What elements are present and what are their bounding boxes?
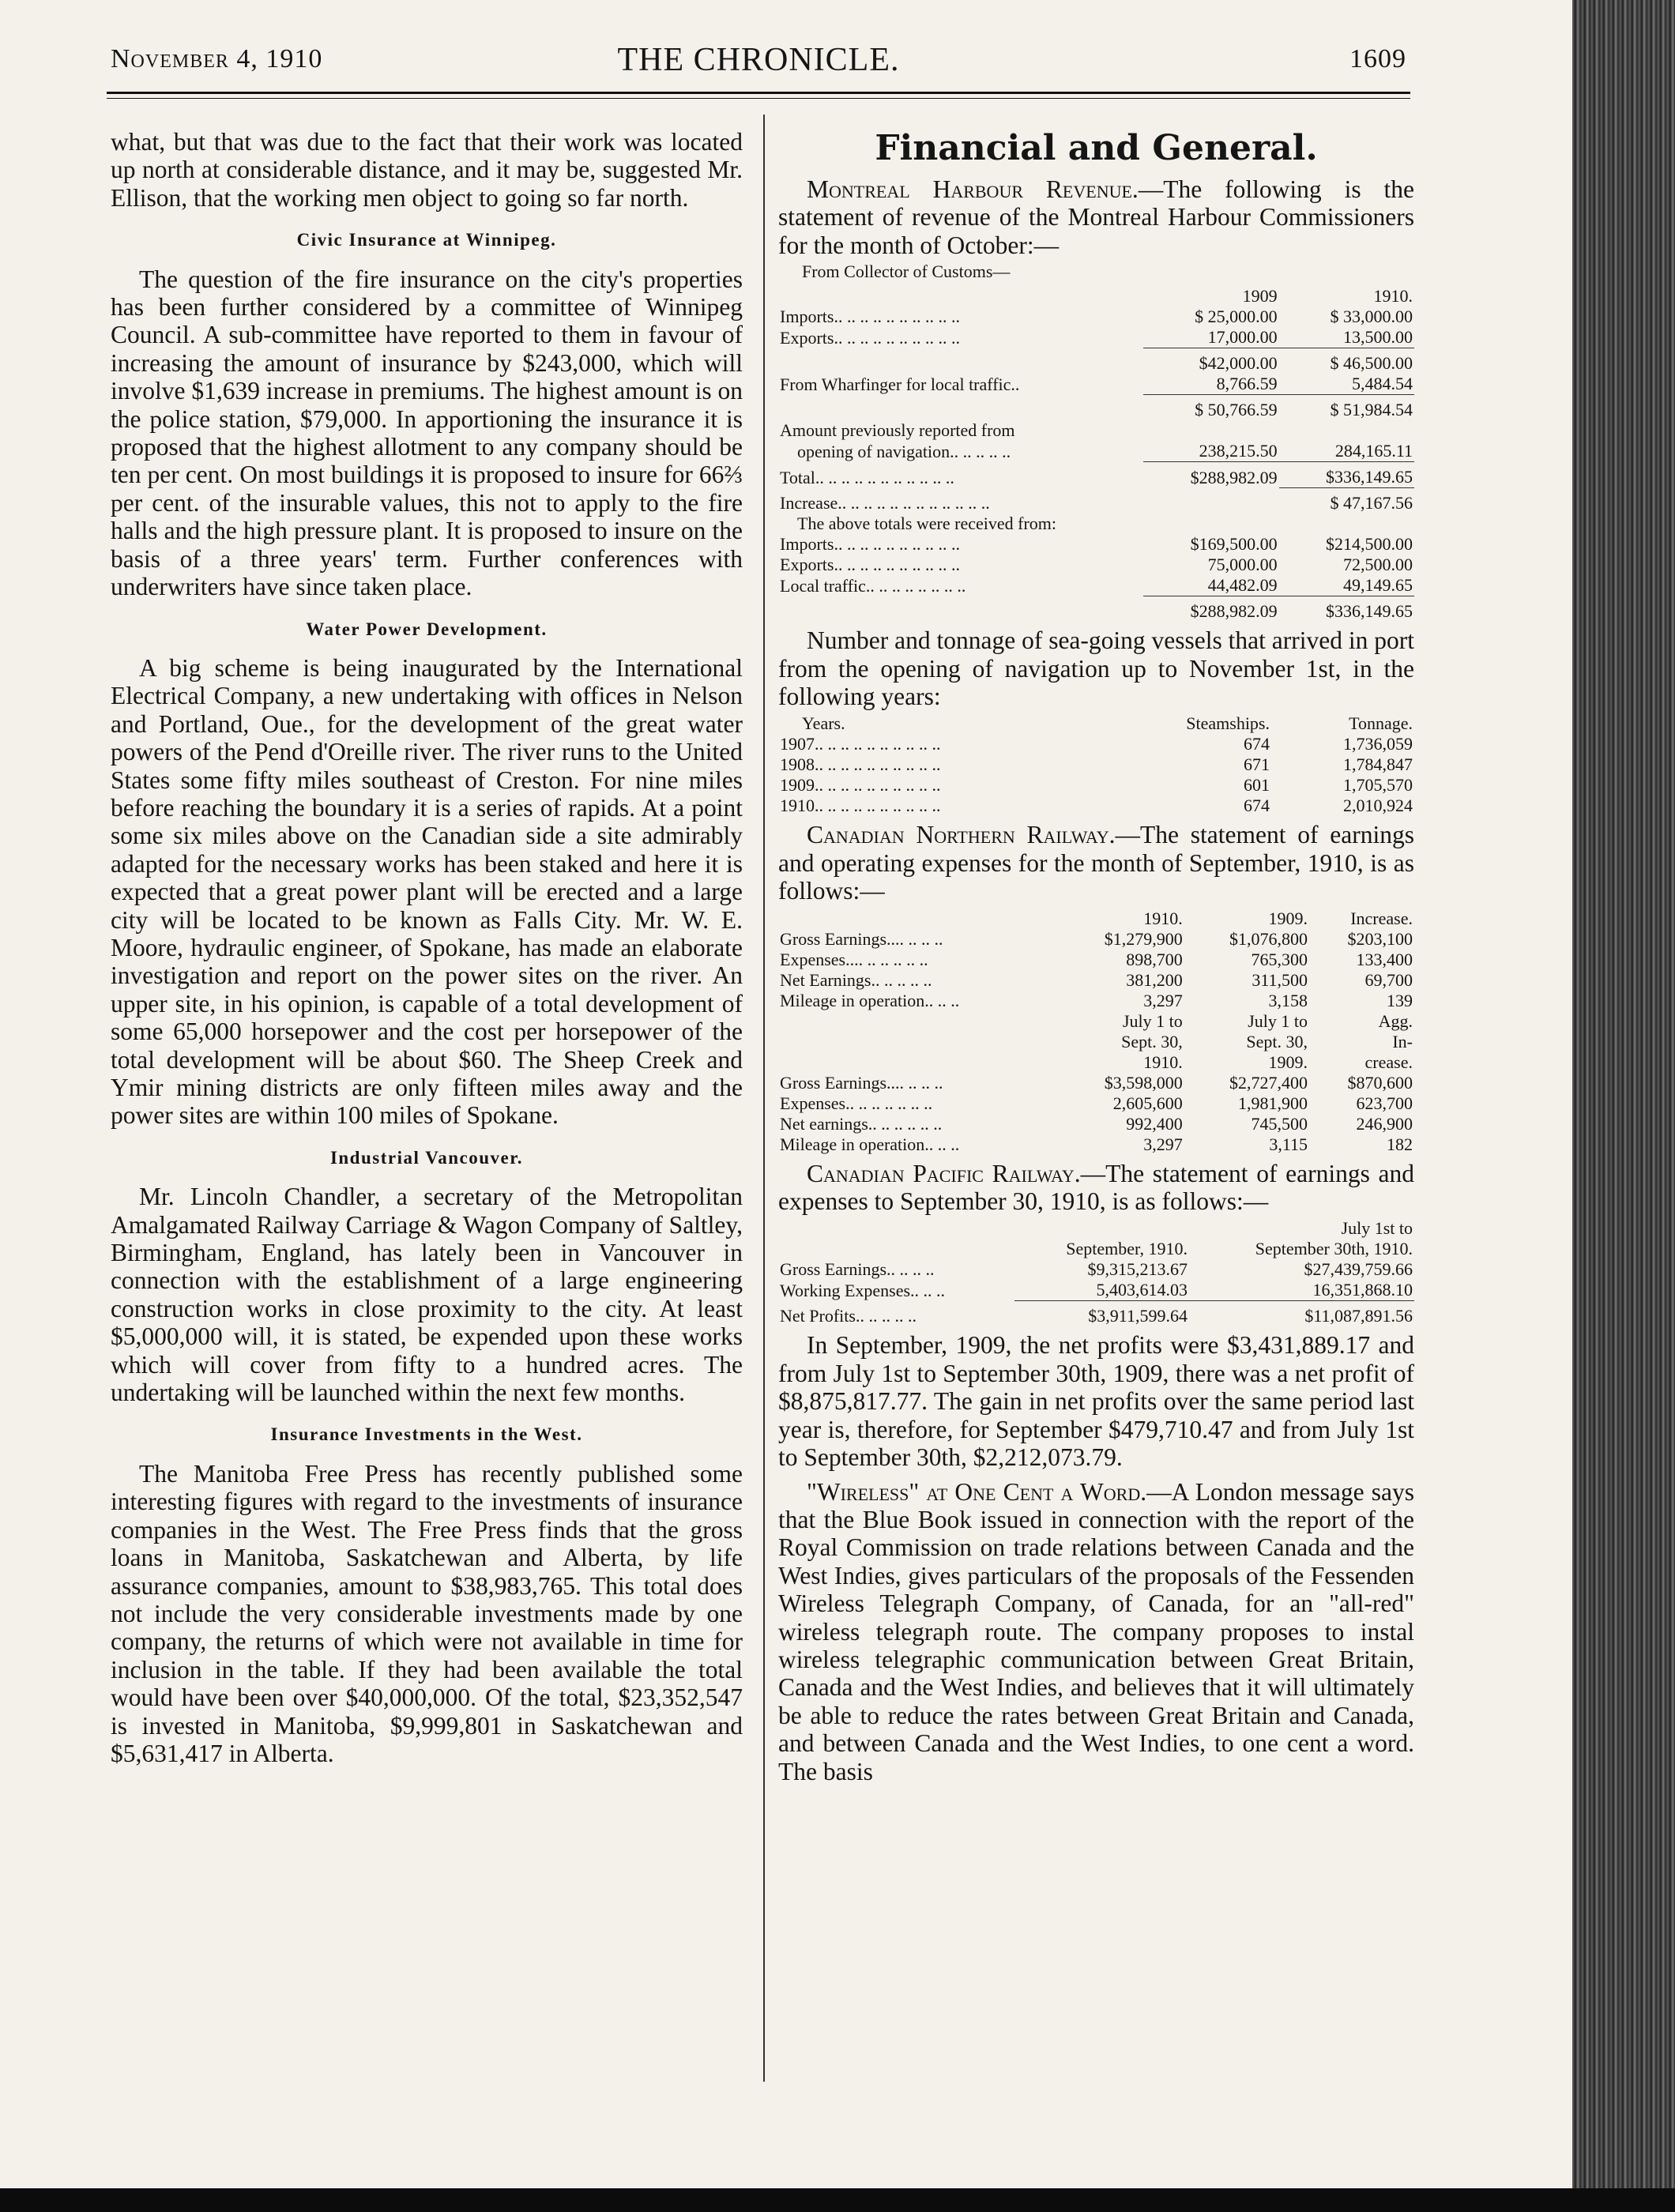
publication-title: THE CHRONICLE.	[617, 42, 900, 78]
left-column	[111, 128, 743, 1769]
cnr-title: Canadian Northern Railway.	[807, 821, 1116, 849]
table-row: $42,000.00 $ 46,500.00	[778, 348, 1414, 374]
scan-bottom-edge	[0, 2188, 1675, 2212]
section-heading-vancouver: Industrial Vancouver.	[329, 1147, 524, 1168]
cpr-paragraph: In September, 1909, the net profits were $3,431,889.17 and from July 1st to September 30th, 1909, there was a net profit of $8,875,817.77. The gain in net profits over the same period last year is, therefore, for September $479,710.47 and from July 1st to September 30th, $2,212,073.79.	[778, 1331, 1414, 1472]
wireless-title: "Wireless" at One Cent a Word.	[807, 1477, 1147, 1506]
page-number: 1609	[1349, 44, 1406, 73]
cnr-intro: Canadian Northern Railway.—The statement of earnings and operating expenses for the month of September, 1910, is as follows:—	[778, 821, 1414, 905]
table-row: The above totals were received from:	[797, 514, 1057, 534]
vessels-paragraph: Number and tonnage of sea-going vessels that arrived in port from the opening of navigation up to November 1st, in the following years:	[778, 626, 1414, 711]
paragraph-water: A big scheme is being inaugurated by the International Electrical Company, a new undertaking with offices in Nelson and Portland, Oue., for the development of the great water powers of the Pend d'Oreille river. The river runs to the United States some fifty miles southeast of Creston. For nine miles before reaching the boundary it is a series of rapids. At a point some six miles above on the Canadian side a site admirably adapted for the necessary works has been staked and here it is expected that a great power plant will be erected and a large city will be located to be known as Falls City. Mr. W. E. Moore, hydraulic engineer, of Spokane, has made an elaborate investigation and report on the power sites on the river. An upper site, in his opinion, is capable of a total development of some 65,000 horsepower and the cost per horsepower of the total development will be about $60. The Sheep Creek and Ymir mining districts are only fifteen miles away and the power sites are within 100 miles of Spokane.	[111, 653, 743, 1130]
table-row: 1910.. .. .. .. .. .. .. .. .. .. 674 2,010,924	[780, 796, 1413, 816]
table-row: Increase.. .. .. .. .. .. .. .. .. .. .. .. $ 47,167.56	[778, 488, 1414, 514]
table-row: Mileage in operation.. .. .. 3,297 3,158 139	[780, 990, 1413, 1010]
paragraph-west: The Manitoba Free Press has recently published some interesting figures with regard to the investments of insurance companies in the West. The Free Press finds that the gross loans in Manitoba, Saskatchewan and Alberta, by life assurance companies, amount to $38,983,765. This total does not include the very considerable investments made by one company, the returns of which were not available in time for inclusion in the table. If they had been available the total would have been over $40,000,000. Of the total, $23,352,547 is invested in Manitoba, $9,999,801 in Saskatchewan and $5,631,417 in Alberta.	[111, 1459, 743, 1767]
table-row: Working Expenses.. .. .. 5,403,614.03 16,351,868.10	[780, 1280, 1413, 1300]
table-row: 1908.. .. .. .. .. .. .. .. .. .. 671 1,784,847	[780, 754, 1413, 775]
table-row: Net earnings.. .. .. .. .. .. 992,400 745,500 246,900	[780, 1113, 1413, 1134]
harbour-from-label: From Collector of Customs—	[802, 261, 1011, 282]
section-heading-water: Water Power Development.	[306, 619, 548, 639]
table-row: Amount previously reported from	[780, 420, 1015, 441]
table-row: 1907.. .. .. .. .. .. .. .. .. .. 674 1,736,059	[780, 734, 1413, 754]
header-rule	[107, 92, 1410, 94]
table-row: Imports.. .. .. .. .. .. .. .. .. .. $ 25,000.00 $ 33,000.00	[780, 307, 1413, 327]
section-heading-west: Insurance Investments in the West.	[270, 1424, 583, 1445]
table-row: Gross Earnings.. .. .. .. $9,315,213.67 $27,439,759.66	[780, 1259, 1413, 1280]
cpr-table: July 1st to September, 1910. September 30th, 1910. Gross Earnings.. .. .. .. $9,315,213.67 $27,439,759.66 Working Expenses.. .. .. 5,403,614.03 16,351,868.10 Net Profits.. .. .. .. .. $3,911,599.64 $11,087,891.56	[780, 1218, 1413, 1326]
table-row: Expenses.... .. .. .. .. .. 898,700 765,300 133,400	[780, 949, 1413, 969]
header-rule-thin	[107, 98, 1410, 99]
table-row: From Wharfinger for local traffic.. 8,766.59 5,484.54	[780, 374, 1413, 394]
table-row: Gross Earnings.... .. .. .. $1,279,900 $1,076,800 $203,100	[780, 928, 1413, 949]
table-row: opening of navigation.. .. .. .. .. 238,215.50 284,165.11	[797, 441, 1413, 461]
wireless-paragraph: "Wireless" at One Cent a Word.—A London message says that the Blue Book issued in connection with the report of the Royal Commission on trade relations between Canada and the West Indies, gives particulars of the proposals of the Fessenden Wireless Telegraph Company, of Canada, for an "all-red" wireless telegraph route. The company proposes to instal wireless telegraphic communication between Great Britain, Canada and the West Indies, and believes that it will ultimately be able to reduce the rates between Great Britain and Canada, and between Canada and the West Indies, to one cent a word. The basis	[778, 1477, 1414, 1785]
section-heading-civic: Civic Insurance at Winnipeg.	[296, 230, 557, 250]
table-row: Net Profits.. .. .. .. .. $3,911,599.64 $11,087,891.56	[778, 1301, 1414, 1327]
harbour-table: 1909 1910. Imports.. .. .. .. .. .. .. .. .. .. $ 25,000.00 $ 33,000.00 Exports.. .. .. .. .. .. .. .. .. .. 17,000.00 13,500.00 $42,000.00 $ 46,500.00 From Wharfinger for local traffic.. 8,766.59 5,484.54 $ 50,766.59 $ 51,984.54 Amount previously reported from opening of navigation.. .. .. .. .. 238,215.50 284,165.11 Total.. .. .. .. .. .. .. .. .. .. .. $288,982.09 $336,149.65 Increase.. .. .. .. .. .. .. .. .. .. .. .. $ 47,167.56 The above totals were received from: Imports.. .. .. .. .. .. .. .. .. .. $169,500.00 $214,500.00 Exports.. .. .. .. .. .. .. .. .. .. 75,000.00 72,500.00 Local traffic.. .. .. .. .. .. .. .. 44,482.09 49,149.65 $288,982.09 $336,149.65	[780, 286, 1413, 622]
right-column	[778, 128, 1414, 1787]
cpr-intro: Canadian Pacific Railway.—The statement of earnings and expenses to September 30, 1910, is as follows:—	[778, 1159, 1414, 1216]
cnr-table: 1910. 1909. Increase. Gross Earnings.... .. .. .. $1,279,900 $1,076,800 $203,100 Expenses.... .. .. .. .. .. 898,700 765,300 133,400 Net Earnings.. .. .. .. .. 381,200 311,500 69,700 Mileage in operation.. .. .. 3,297 3,158 139 July 1 to July 1 to Agg. Sept. 30, Sept. 30, In- 1910. 1909. crease. Gross Earnings.... .. .. .. $3,598,000 $2,727,400 $870,600 Expenses.. .. .. .. .. .. .. 2,605,600 1,981,900 623,700 Net earnings.. .. .. .. .. .. 992,400 745,500 246,900 Mileage in operation.. .. .. 3,297 3,115 182	[780, 908, 1413, 1154]
paragraph-civic: The question of the fire insurance on the city's properties has been further considered by a committee of Winnipeg Council. A sub-committee have reported to them in favour of increasing the amount of insurance by $243,000, which will involve $1,639 increase in premiums. The highest amount is on the police station, $79,000. In apportioning the insurance it is proposed that the highest allotment to any company should be ten per cent. On most buildings it is proposed to insure for 66⅔ per cent. of the insurable values, this not to apply to the fire halls and the high pressure plant. It is proposed to insure on the basis of a three years' term. Further conferences with underwriters have since taken place.	[111, 265, 743, 601]
table-row: Mileage in operation.. .. .. 3,297 3,115 182	[780, 1134, 1413, 1154]
column-divider	[763, 115, 765, 2082]
cpr-title: Canadian Pacific Railway.	[807, 1159, 1081, 1187]
issue-date: November 4, 1910	[111, 44, 323, 73]
continued-paragraph: what, but that was due to the fact that their work was located up north at considerable distance, and it may be, suggested Mr. Ellison, that the working men object to going so far north.	[111, 128, 743, 212]
vessels-table: Years. Steamships. Tonnage. 1907.. .. .. .. .. .. .. .. .. .. 674 1,736,059 1908.. .. .. .. .. .. .. .. .. .. 671 1,784,847 1909.. .. .. .. .. .. .. .. .. .. 601 1,705,570 1910.. .. .. .. .. .. .. .. .. .. 674 2,010,924	[780, 713, 1413, 816]
harbour-title: Montreal Harbour Revenue.	[807, 175, 1139, 203]
table-row: Exports.. .. .. .. .. .. .. .. .. .. 75,000.00 72,500.00	[780, 555, 1413, 575]
table-row: Exports.. .. .. .. .. .. .. .. .. .. 17,000.00 13,500.00	[780, 327, 1413, 348]
table-row: Total.. .. .. .. .. .. .. .. .. .. .. $288,982.09 $336,149.65	[778, 462, 1414, 488]
main-heading: Financial and General.	[875, 128, 1318, 168]
table-row: Local traffic.. .. .. .. .. .. .. .. 44,482.09 49,149.65	[780, 575, 1413, 596]
table-row: Expenses.. .. .. .. .. .. .. 2,605,600 1,981,900 623,700	[780, 1093, 1413, 1113]
table-row: Net Earnings.. .. .. .. .. 381,200 311,500 69,700	[780, 969, 1413, 990]
running-head	[111, 41, 1406, 88]
table-row: $288,982.09 $336,149.65	[778, 596, 1414, 623]
table-row: Gross Earnings.... .. .. .. $3,598,000 $2,727,400 $870,600	[780, 1072, 1413, 1093]
table-row: $ 50,766.59 $ 51,984.54	[778, 395, 1414, 421]
paragraph-vancouver: Mr. Lincoln Chandler, a secretary of the Metropolitan Amalgamated Railway Carriage & Wagon Company of Saltley, Birmingham, England, has lately been in Vancouver in connection with the establishment of a large engineering construction works in close proximity to the city. At least $5,000,000 will, it is stated, be expended upon these works which will cover from fifty to a hundred acres. The undertaking will be launched within the next few months.	[111, 1183, 743, 1407]
table-row: 1909.. .. .. .. .. .. .. .. .. .. 601 1,705,570	[780, 775, 1413, 796]
harbour-intro: Montreal Harbour Revenue.—The following is the statement of revenue of the Montreal Harbour Commissioners for the month of October:—	[778, 175, 1414, 259]
table-row: Imports.. .. .. .. .. .. .. .. .. .. $169,500.00 $214,500.00	[780, 534, 1413, 555]
